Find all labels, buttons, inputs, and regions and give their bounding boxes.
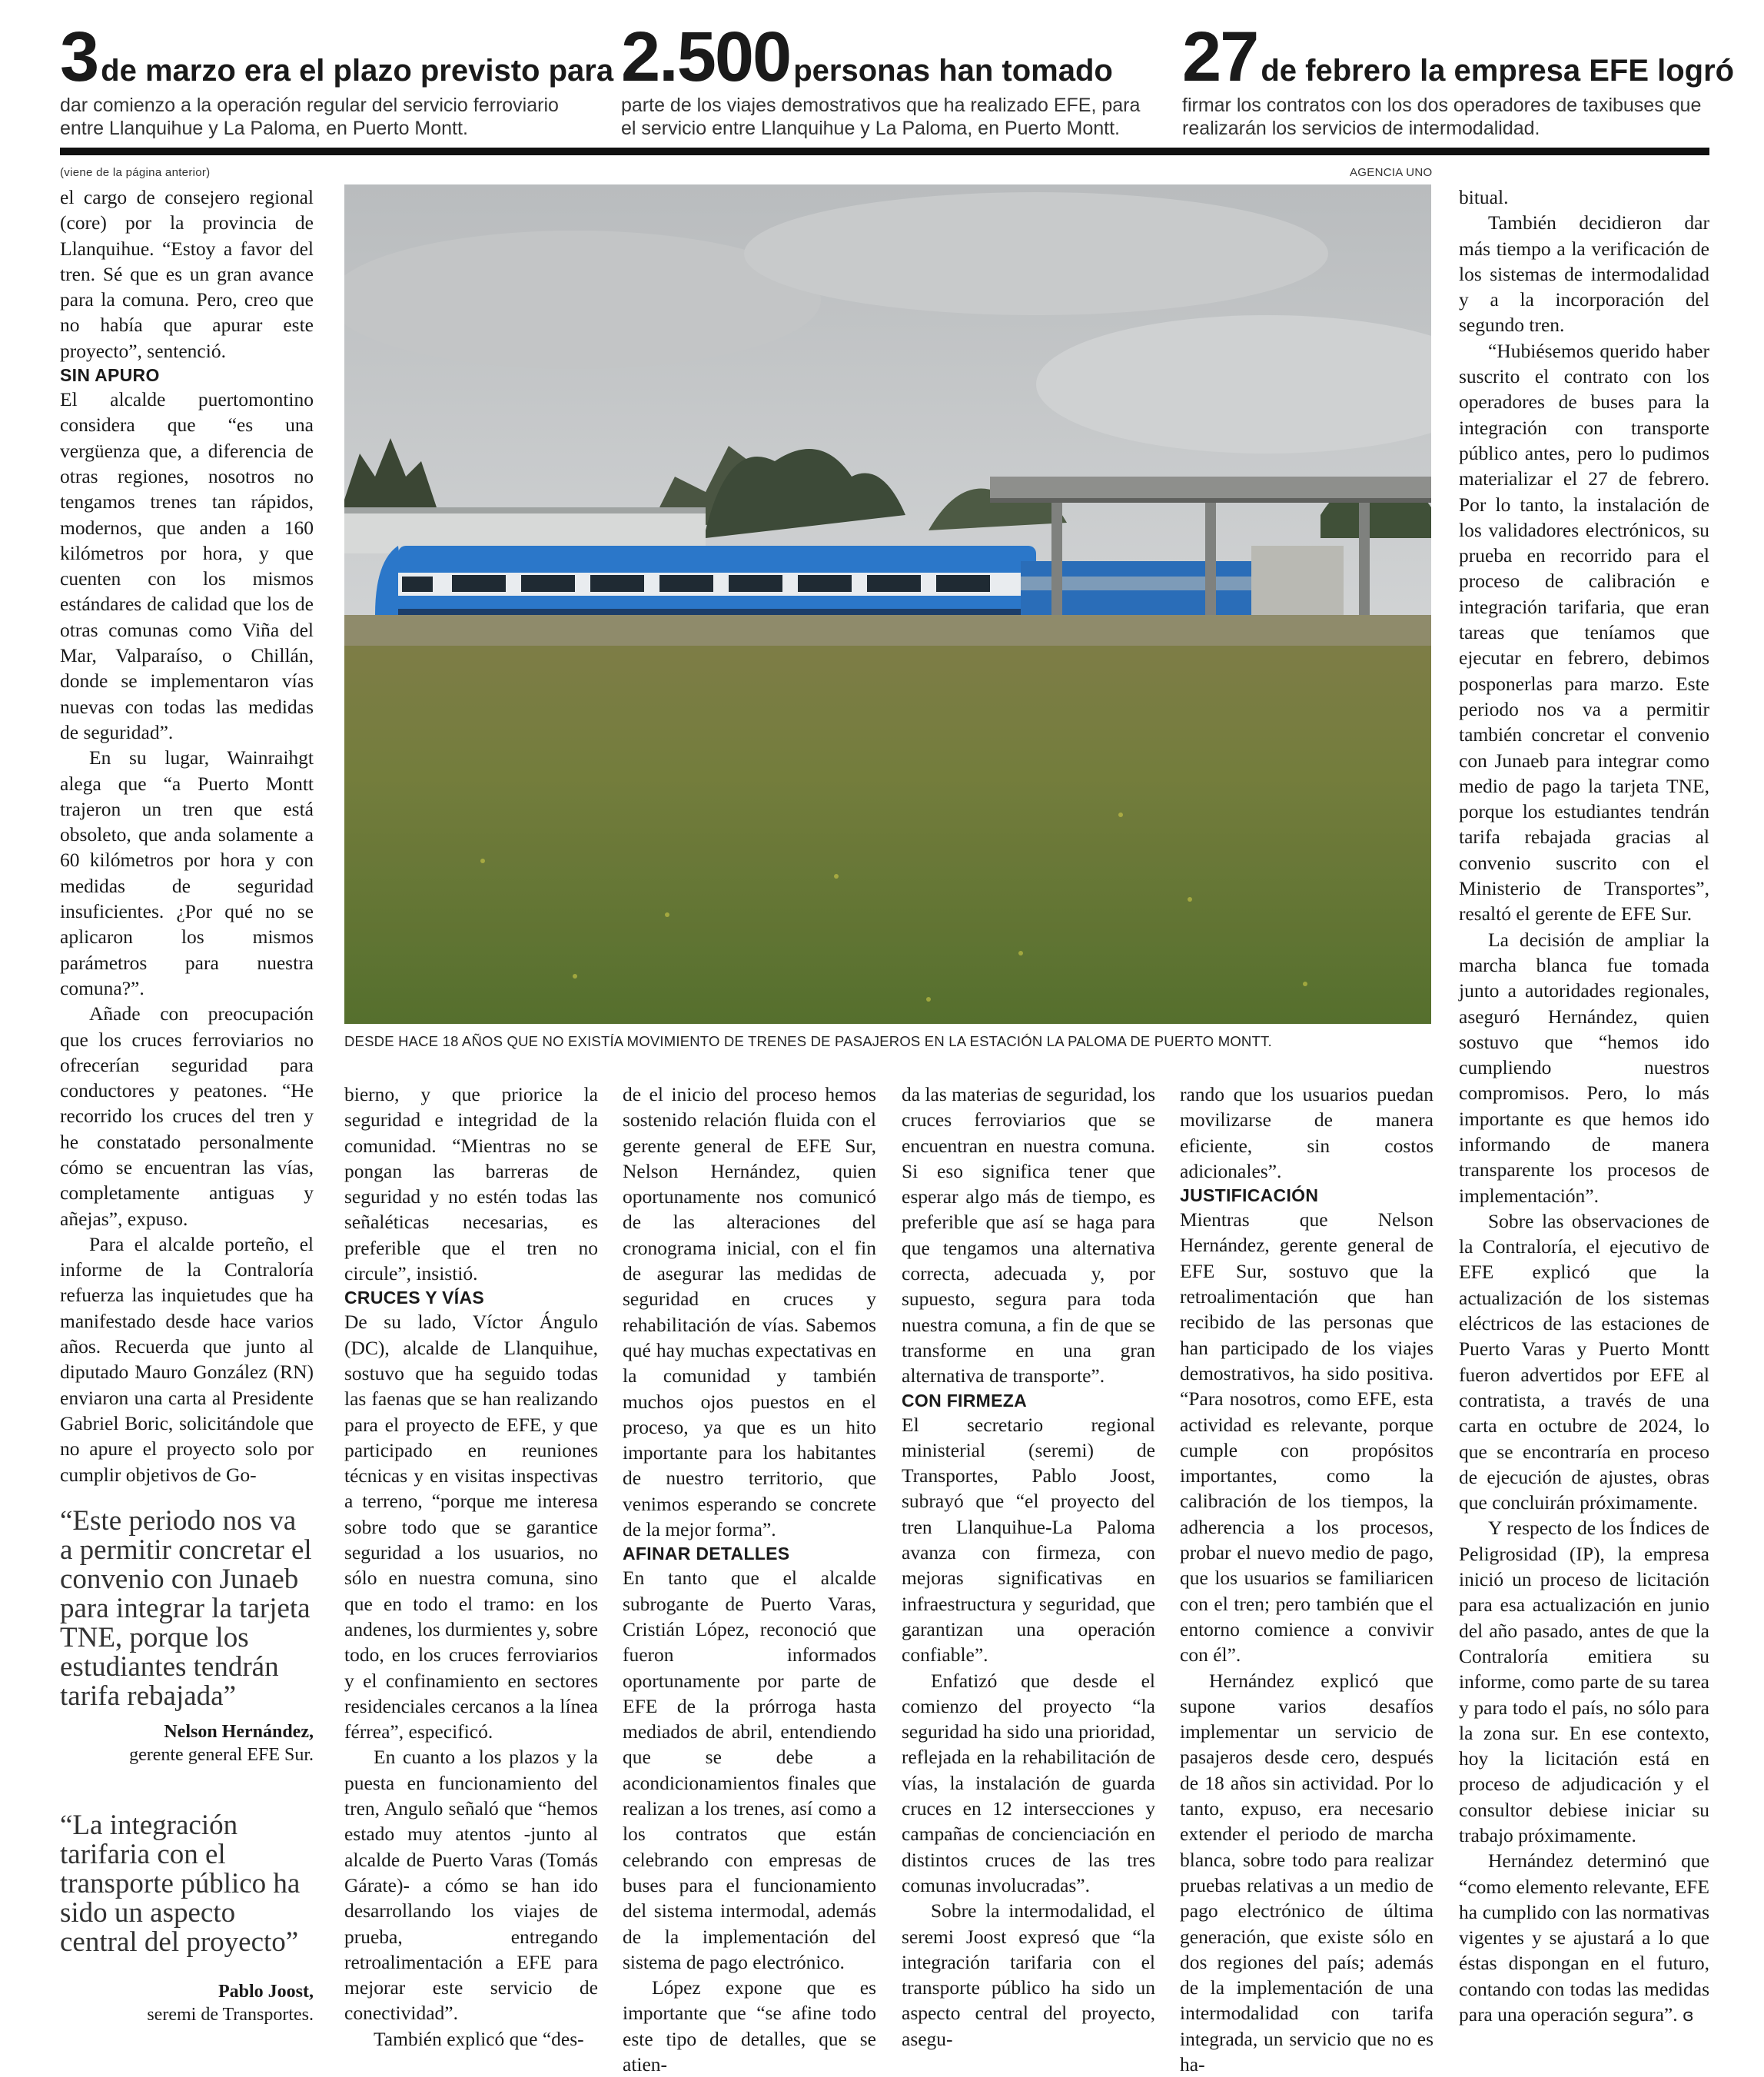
col1-p1: el cargo de consejero regional (core) por la provincia de Llanquihue. “Estoy a favor del tren. Sé que es un gran avance para la comuna. Pero, creo que no había que apurar este proyecto”, sentenció. <box>60 186 314 362</box>
col3-subhead: AFINAR DETALLES <box>623 1544 790 1564</box>
col5-p2: Mientras que Nelson Hernández, gerente general de EFE Sur, sostuvo que la retroalimentación que han recibido de las personas que han participado de los viajes demostrativos, ha sido positiva. “Para nosotros, como EFE, esta actividad es relevante, porque cumple con propósitos importantes, como la calibración de los tiempos, la adherencia a los procesos, probar el nuevo medio de pago, que los usuarios se familiaricen con el tren; pero también que el entorno comience a convivir con él”. <box>1180 1208 1433 1667</box>
stat-3-number: 27 <box>1182 18 1258 96</box>
pull-quote-2: “La integración tarifaria con el transporte público ha sido un aspecto central del proyecto” <box>60 1809 301 1958</box>
col6-p6: Y respecto de los Índices de Peligrosidad (IP), la empresa inició un proceso de licitación para esa actualización en junio del año pasado, antes de que la Contraloría emitiera su informe, como parte de su tarea y para todo el país, no sólo para la zona sur. En ese contexto, hoy la licitación está en proceso de adjudicación y el consultor debiese iniciar su trabajo próximamente. <box>1459 1517 1709 1846</box>
stat-3-sub: firmar los contratos con los dos operadores de taxibuses que realizarán los servicios de intermodalidad. <box>1182 95 1702 139</box>
photo-caption: DESDE HACE 18 AÑOS QUE NO EXISTÍA MOVIMIENTO DE TRENES DE PASAJEROS EN LA ESTACIÓN LA PALOMA DE PUERTO MONTT. <box>344 1033 1272 1049</box>
stat-2 <box>621 18 1159 140</box>
continued-note: (viene de la página anterior) <box>60 166 211 179</box>
col3-p2: En tanto que el alcalde subrogante de Puerto Varas, Cristián López, reconoció que fueron informados oportunamente por parte de EFE de la prórroga hasta mediados de abril, entendiendo que se debe a acondicionamientos finales que realizan a los trenes, así como a los contratos que están celebrando con empresas de buses para el funcionamiento del sistema intermodal, además de la implementación del sistema de pago electrónico. <box>623 1567 876 1973</box>
col1-p5: Para el alcalde porteño, el informe de la Contraloría refuerza las inquietudes que ha manifestado desde hace varios años. Recuerda que junto al diputado Mauro González (RN) enviaron una carta al Presidente Gabriel Boric, solicitándole que no apure el proyecto solo por cumplir objetivos de Go- <box>60 1232 314 1486</box>
column-4 <box>902 1082 1155 2052</box>
col1-subhead: SIN APURO <box>60 365 160 386</box>
col4-subhead: CON FIRMEZA <box>902 1390 1028 1411</box>
col1-p4: Añade con preocupación que los cruces ferroviarios no ofrecerían seguridad para conductores y peatones. “He recorrido los cruces del tren y he constatado personalmente cómo se encuentran las vías, completamente antiguas y añejas”, expuso. <box>60 1002 314 1230</box>
pull-quote-2-role: seremi de Transportes. <box>147 2005 314 2025</box>
column-6 <box>1459 184 1709 2029</box>
header-rule <box>60 148 1709 155</box>
stat-1 <box>60 18 614 140</box>
col6-p1: bitual. <box>1459 186 1509 208</box>
col2-p3: En cuanto a los plazos y la puesta en funcionamiento del tren, Angulo señaló que “hemos estado muy atentos -junto al alcalde de Puerto Varas (Tomás Gárate)- a cómo se han ido desarrollando los viajes de prueba, entregando retroalimentación a EFE para mejorar este servicio de conectividad”. <box>344 1746 598 2025</box>
stat-3-head: de febrero la empresa EFE logró <box>1261 54 1735 88</box>
photo-credit: AGENCIA UNO <box>1350 166 1433 179</box>
stat-1-head: de marzo era el plazo previsto para <box>101 54 614 88</box>
pull-quote-1-attribution <box>60 1720 314 1766</box>
column-2 <box>344 1082 598 2052</box>
col6-p4: La decisión de ampliar la marcha blanca fue tomada junto a autoridades regionales, aseguró Hernández, quien sostuvo que “hemos ido cumpliendo nuestros compromisos. Pero, lo más importante es que hemos ido informando de manera transparente los procesos de implementación”. <box>1459 928 1709 1207</box>
pull-quote-2-attribution <box>60 1980 314 2026</box>
column-3 <box>623 1082 876 2077</box>
train-station-photo <box>344 184 1431 1024</box>
col1-p3: En su lugar, Wainraihgt alega que “a Puerto Montt trajeron un tren que está obsoleto, que anda solamente a 60 kilómetros por hora y con medidas de seguridad insuficientes. ¿Por qué no se aplicaron los mismos parámetros para nuestra comuna?”. <box>60 746 314 999</box>
end-of-article-icon: ɞ <box>1682 2006 1694 2026</box>
stat-1-sub: dar comienzo a la operación regular del servicio ferroviario entre Llanquihue y La Paloma, en Puerto Montt. <box>60 95 559 139</box>
col4-p3: Enfatizó que desde el comienzo del proyecto “la seguridad ha sido una prioridad, reflejada en la rehabilitación de vías, la instalación de guarda cruces en 12 intersecciones y campañas de concienciación en distintos cruces de las tres comunas involucradas”. <box>902 1669 1155 1896</box>
col4-p2: El secretario regional ministerial (seremi) de Transportes, Pablo Joost, subrayó que “el proyecto del tren Llanquihue-La Paloma avanza con firmeza, con mejoras significativas en infraestructura y seguridad, que garantizan una operación confiable”. <box>902 1413 1155 1667</box>
col3-p3: López expone que es importante que “se afine todo este tipo de detalles, que se atien- <box>623 1976 876 2075</box>
column-5 <box>1180 1082 1433 2077</box>
col2-p4: También explicó que “des- <box>374 2027 584 2050</box>
stat-3 <box>1182 18 1735 140</box>
col6-p5: Sobre las observaciones de la Contraloría, el ejecutivo de EFE explicó que la actualización de los sistemas eléctricos de las estaciones de Puerto Varas y Puerto Montt fueron advertidos por EFE al contratista, a través de una carta en octubre de 2024, lo que se encontraría en proceso de ejecución de ajustes, obras que concluirán próximamente. <box>1459 1209 1709 1514</box>
col5-p1: rando que los usuarios puedan movilizarse de manera eficiente, sin costos adicionales”. <box>1180 1083 1433 1182</box>
col5-p3: Hernández explicó que supone varios desafíos implementar un servicio de pasajeros desde cero, después de 18 años sin actividad. Por lo tanto, expuso, era necesario extender el periodo de marcha blanca, sobre todo para realizar pruebas relativas a un medio de pago electrónico de última generación, que existe sólo en dos regiones del país; además de la implementación de una intermodalidad con tarifa integrada, un servicio que no es ha- <box>1180 1669 1433 2075</box>
stat-2-head: personas han tomado <box>793 54 1113 88</box>
pull-quote-2-name: Pablo Joost, <box>218 1982 314 2002</box>
col6-p3: “Hubiésemos querido haber suscrito el contrato con los operadores de buses para la integración con transporte público antes, pero lo pudimos materializar el 27 de febrero. Por lo tanto, la instalación de los validadores electrónicos, su prueba en recorrido para el proceso de calibración e integración tarifaria, que eran tareas que teníamos que ejecutar en febrero, debimos posponerlas para marzo. Este periodo nos va a permitir también concretar el convenio con Junaeb para integrar como medio de pago la tarjeta TNE, porque los estudiantes tendrán tarifa rebajada gracias al convenio suscrito con el Ministerio de Transportes”, resaltó el gerente de EFE Sur. <box>1459 339 1709 926</box>
col6-p7 <box>1459 1848 1709 2029</box>
col4-p1: da las materias de seguridad, los cruces ferroviarios que se encuentran en nuestra comuna. Si eso significa tener que esperar algo más de tiempo, es preferible que así se haga para que tengamos una alternativa correcta, adecuada y, por supuesto, segura para toda nuestra comuna, a fin de que se transforme en una gran alternativa de transporte”. <box>902 1083 1155 1387</box>
col6-p2: También decidieron dar más tiempo a la verificación de los sistemas de intermodalidad y a la incorporación del segundo tren. <box>1459 211 1709 337</box>
pull-quote-1: “Este periodo nos va a permitir concretar el convenio con Junaeb para integrar la tarjeta TNE, porque los estudiantes tendrán tarifa rebajada” <box>60 1505 312 1712</box>
col2-p2: De su lado, Víctor Ángulo (DC), alcalde de Llanquihue, sostuvo que ha seguido todas las faenas que se han realizando para el proyecto de EFE, y que participado en reuniones técnicas y en visitas inspectivas a terreno, “porque me interesa sobre todo que se garantice seguridad a los usuarios, no sólo en nuestra comuna, sino que en todo el tramo: en los andenes, los durmientes y, sobre todo, en los cruces ferroviarios y el confinamiento en sectores residenciales cercanos a la línea férrea”, especificó. <box>344 1311 598 1743</box>
column-1 <box>60 184 314 1487</box>
pull-quote-1-role: gerente general EFE Sur. <box>129 1745 314 1765</box>
col5-subhead: JUSTIFICACIÓN <box>1180 1185 1319 1206</box>
pull-quote-1-name: Nelson Hernández, <box>164 1722 314 1742</box>
stat-1-number: 3 <box>60 18 98 96</box>
col3-p1: de el inicio del proceso hemos sostenido relación fluida con el gerente general de EFE Sur, Nelson Hernández, quien oportunamente nos comunicó de las alteraciones del cronograma inicial, con el fin de asegurar las medidas de seguridad en cruces y rehabilitación de vías. Sabemos qué hay muchas expectativas en la comunidad y también muchos ojos puestos en el proceso, ya que es un hito importante para los habitantes de nuestro territorio, que venimos esperando se concrete de la mejor forma”. <box>623 1083 876 1541</box>
col2-p1: bierno, y que priorice la seguridad e integridad de la comunidad. “Mientras no se pongan las barreras de seguridad y no estén todas las señaléticas necesarias, es preferible que el tren no circule”, insistió. <box>344 1083 598 1285</box>
stat-2-sub: parte de los viajes demostrativos que ha realizado EFE, para el servicio entre Llanquihue y La Paloma, en Puerto Montt. <box>621 95 1141 139</box>
stat-2-number: 2.500 <box>621 18 791 96</box>
col6-p7-text: Hernández determinó que “como elemento relevante, EFE ha cumplido con las normativas vigentes y se ajustará a lo que éstas dispongan en el futuro, contando con todas las medidas para una operación segura”. <box>1459 1849 1709 2026</box>
col4-p4: Sobre la intermodalidad, el seremi Joost expresó que “la integración tarifaria con el transporte público ha sido un aspecto central del proyecto, asegu- <box>902 1899 1155 2050</box>
col1-p2: El alcalde puertomontino considera que “es una vergüenza que, a diferencia de otras regiones, nosotros no tengamos trenes tan rápidos, modernos, que anden a 160 kilómetros por hora, y que cuenten con los mismos estándares de calidad que los de otras comunas como Viña del Mar, Valparaíso, o Chillán, donde se implementaron vías nuevas con todas las medidas de seguridad”. <box>60 388 314 743</box>
col2-subhead: CRUCES Y VÍAS <box>344 1288 484 1308</box>
